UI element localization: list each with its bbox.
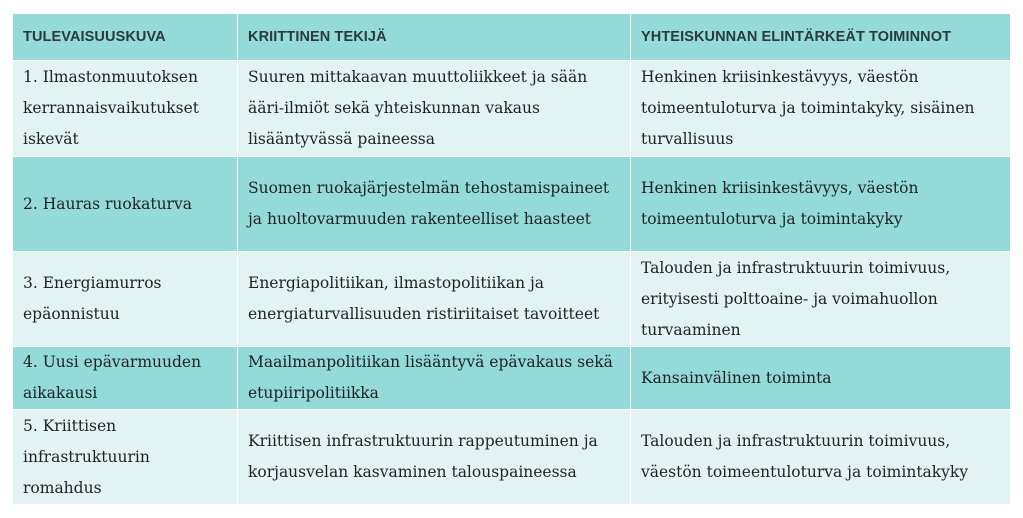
critical-factor-cell: Energiapolitiikan, ilmastopolitiikan ja energiaturvallisuuden ristiriitaiset tavoitteet — [238, 252, 631, 347]
header-vital-functions: YHTEISKUNNAN ELINTÄRKEÄT TOIMINNOT — [631, 14, 1011, 61]
table-row — [13, 410, 1011, 505]
table-row — [13, 252, 1011, 347]
vital-functions-cell: Kansainvälinen toiminta — [631, 347, 1011, 410]
table-row — [13, 347, 1011, 410]
critical-factor-cell: Suuren mittakaavan muuttoliikkeet ja sään ääri-ilmiöt sekä yhteiskunnan vakaus lisääntyvässä paineessa — [238, 61, 631, 157]
future-scenarios-table — [12, 13, 1011, 505]
critical-factor-cell: Kriittisen infrastruktuurin rappeutuminen ja korjausvelan kasvaminen talouspaineessa — [238, 410, 631, 505]
vital-functions-cell: Talouden ja infrastruktuurin toimivuus, erityisesti polttoaine- ja voimahuollon turvaaminen — [631, 252, 1011, 347]
table-row — [13, 157, 1011, 252]
critical-factor-cell: Suomen ruokajärjestelmän tehostamispaineet ja huoltovarmuuden rakenteelliset haasteet — [238, 157, 631, 252]
table-row — [13, 61, 1011, 157]
scenario-cell: 3. Energiamurros epäonnistuu — [13, 252, 238, 347]
vital-functions-cell: Henkinen kriisinkestävyys, väestön toimeentuloturva ja toimintakyky, sisäinen turvallisuus — [631, 61, 1011, 157]
table-header-row — [13, 14, 1011, 61]
vital-functions-cell: Talouden ja infrastruktuurin toimivuus, väestön toimeentuloturva ja toimintakyky — [631, 410, 1011, 505]
scenario-cell: 5. Kriittisen infrastruktuurin romahdus — [13, 410, 238, 505]
scenario-cell: 4. Uusi epävarmuuden aikakausi — [13, 347, 238, 410]
vital-functions-cell: Henkinen kriisinkestävyys, väestön toimeentuloturva ja toimintakyky — [631, 157, 1011, 252]
header-scenario: TULEVAISUUSKUVA — [13, 14, 238, 61]
critical-factor-cell: Maailmanpolitiikan lisääntyvä epävakaus sekä etupiiripolitiikka — [238, 347, 631, 410]
scenario-cell: 2. Hauras ruokaturva — [13, 157, 238, 252]
header-critical-factor: KRIITTINEN TEKIJÄ — [238, 14, 631, 61]
scenario-cell: 1. Ilmastonmuutoksen kerrannaisvaikutukset iskevät — [13, 61, 238, 157]
